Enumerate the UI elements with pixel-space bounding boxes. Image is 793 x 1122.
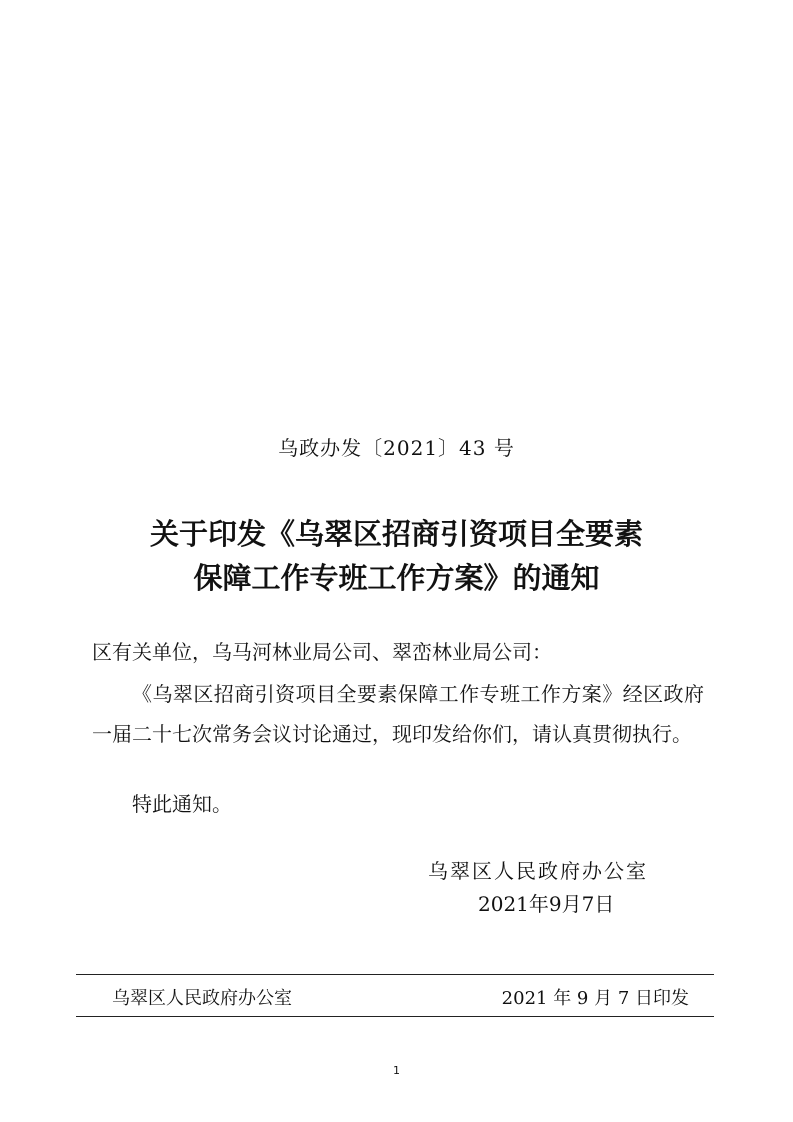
body-paragraph: 《乌翠区招商引资项目全要素保障工作专班工作方案》经区政府一届二十七次常务会议讨论通过，现印发给你们，请认真贯彻执行。	[92, 682, 704, 746]
title-line-2: 保障工作专班工作方案》的通知	[193, 561, 600, 595]
title-line-1: 关于印发《乌翠区招商引资项目全要素	[149, 517, 643, 551]
footer-rule-bottom	[76, 1016, 714, 1017]
footer-date: 2021 年 9 月 7 日印发	[501, 988, 689, 1009]
page-number: 1	[393, 1064, 400, 1077]
doc-number: 乌政办发〔2021〕43 号	[278, 436, 515, 460]
recipient-line: 区有关单位，乌马河林业局公司、翠峦林业局公司：	[92, 640, 552, 664]
signature-date: 2021年9月7日	[478, 892, 615, 916]
closing-line: 特此通知。	[132, 792, 232, 816]
footer-org: 乌翠区人民政府办公室	[112, 988, 292, 1009]
document-title	[0, 512, 793, 600]
signature-org: 乌翠区人民政府办公室	[428, 859, 648, 883]
footer-rule-top	[76, 974, 714, 975]
